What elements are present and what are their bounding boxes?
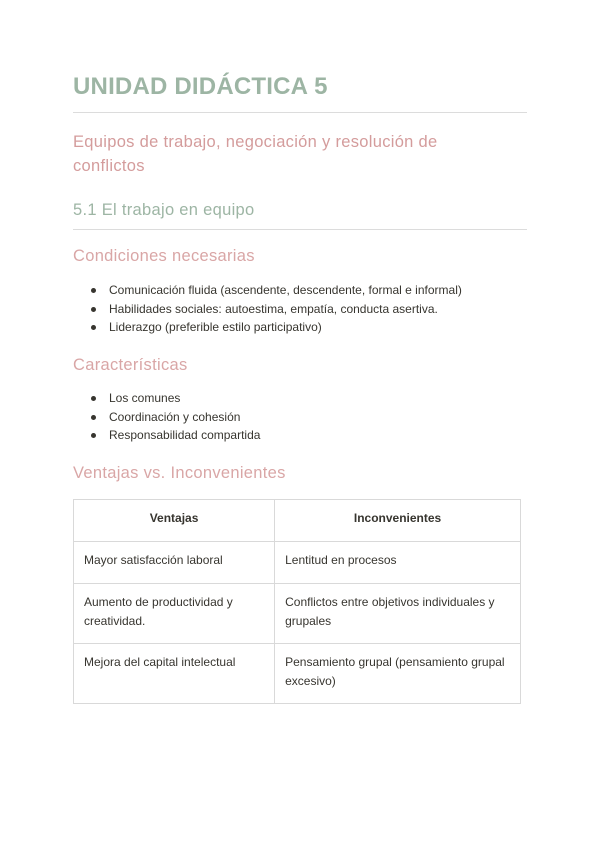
- characteristics-heading: Características: [73, 356, 188, 374]
- comparison-table: [73, 499, 521, 704]
- table-header-row: [74, 500, 521, 542]
- table-cell: Aumento de productividad y creatividad.: [74, 584, 275, 644]
- list-item: Los comunes: [73, 389, 260, 408]
- list-item: Liderazgo (preferible estilo participativo): [73, 318, 462, 337]
- page-title: UNIDAD DIDÁCTICA 5: [73, 73, 328, 100]
- table-cell: Mejora del capital intelectual: [74, 644, 275, 704]
- column-header-inconvenientes: Inconvenientes: [275, 500, 521, 542]
- table-row: [74, 584, 521, 644]
- conditions-heading: Condiciones necesarias: [73, 247, 255, 265]
- table-cell: Lentitud en procesos: [275, 542, 521, 584]
- characteristics-list: [73, 389, 260, 445]
- table-row: [74, 542, 521, 584]
- conditions-list: [73, 281, 462, 337]
- subtitle-heading: Equipos de trabajo, negociación y resolución de conflictos: [73, 133, 438, 175]
- section-divider: [73, 229, 527, 230]
- section-heading: 5.1 El trabajo en equipo: [73, 201, 255, 219]
- comparison-heading: Ventajas vs. Inconvenientes: [73, 464, 286, 482]
- list-item: Comunicación fluida (ascendente, descendente, formal e informal): [73, 281, 462, 300]
- list-item: Coordinación y cohesión: [73, 408, 260, 427]
- table-cell: Conflictos entre objetivos individuales y grupales: [275, 584, 521, 644]
- list-item: Habilidades sociales: autoestima, empatía, conducta asertiva.: [73, 300, 462, 319]
- table-cell: Pensamiento grupal (pensamiento grupal excesivo): [275, 644, 521, 704]
- table-cell: Mayor satisfacción laboral: [74, 542, 275, 584]
- list-item: Responsabilidad compartida: [73, 426, 260, 445]
- column-header-ventajas: Ventajas: [74, 500, 275, 542]
- table-row: [74, 644, 521, 704]
- title-divider: [73, 112, 527, 113]
